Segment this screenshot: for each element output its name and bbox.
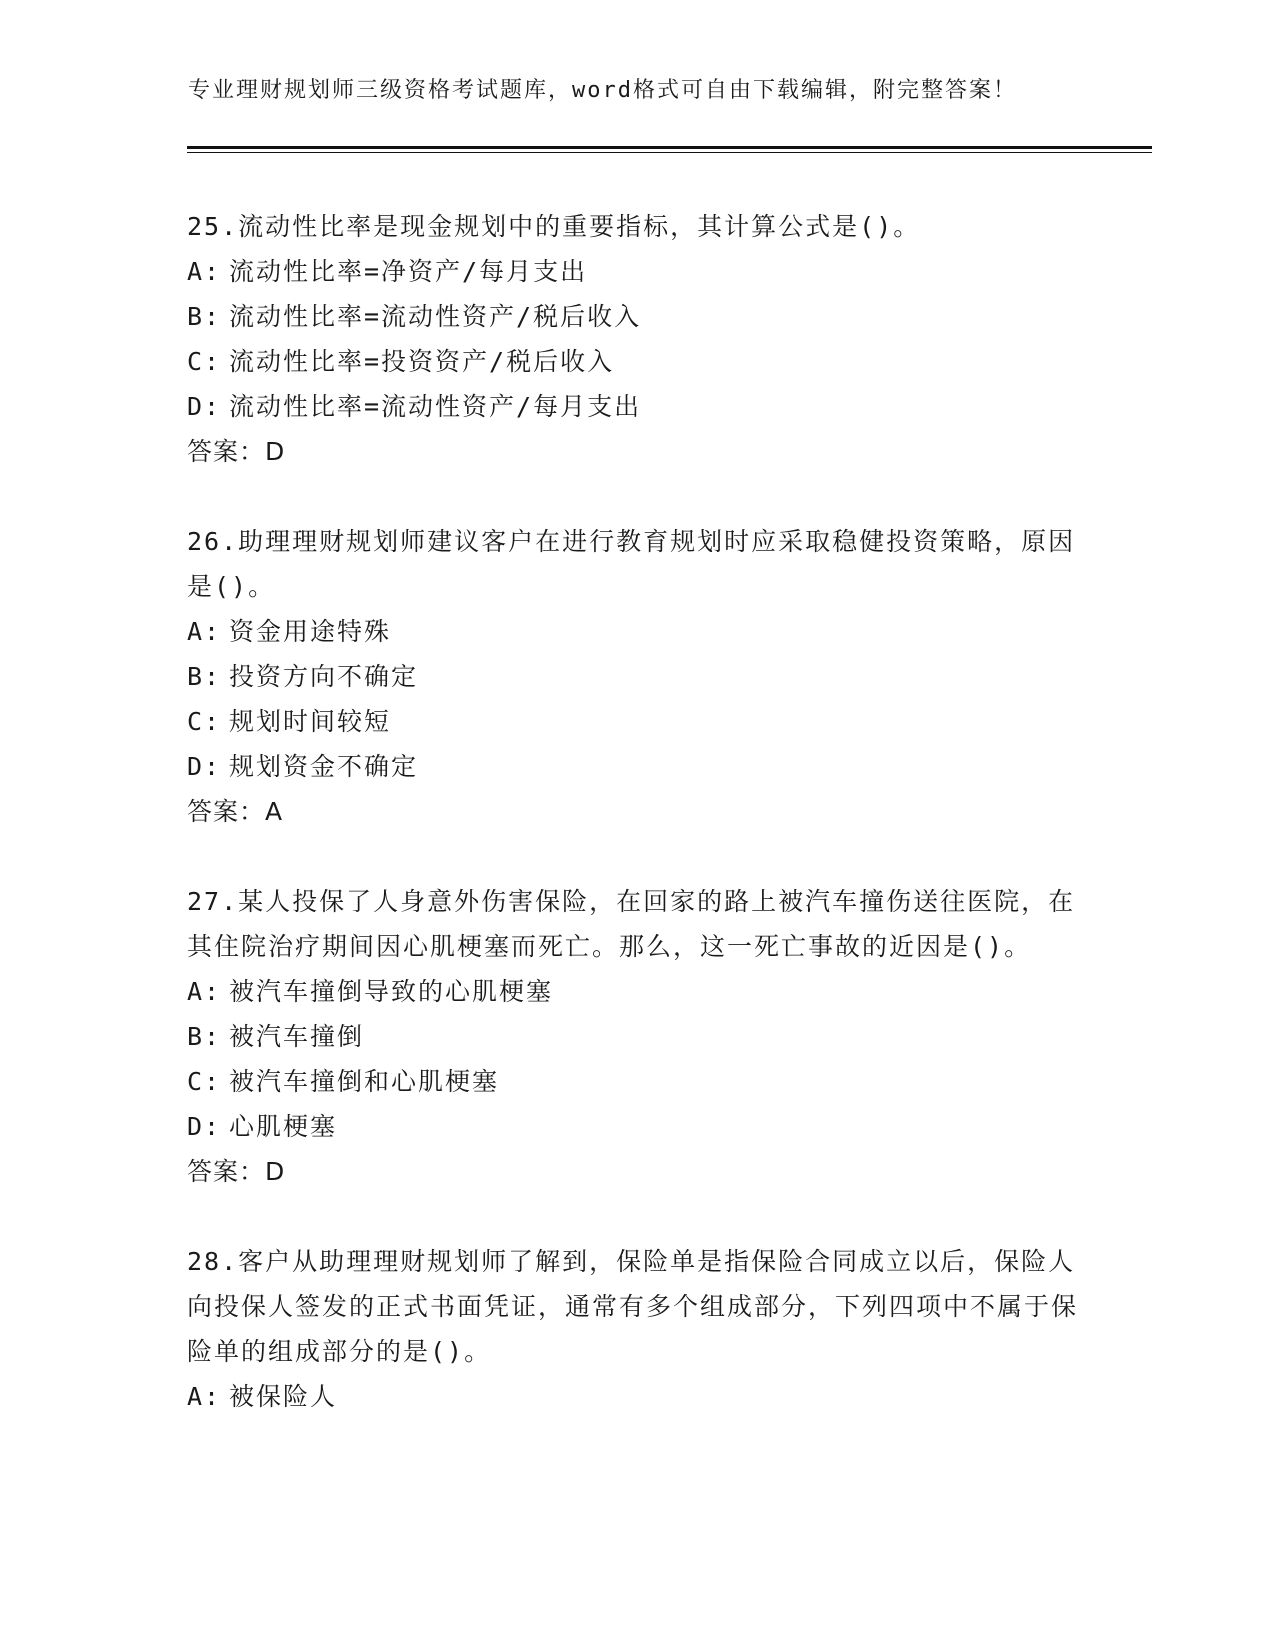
option-letter: A: — [187, 617, 222, 646]
header-rule-thick — [187, 146, 1152, 149]
answer-line: 答案：A — [187, 797, 284, 826]
option-letter: D: — [187, 752, 222, 781]
option-letter: A: — [187, 1382, 222, 1411]
option-d — [187, 384, 1087, 429]
option-text: 心肌梗塞 — [229, 1112, 338, 1141]
option-letter: B: — [187, 302, 222, 331]
question-stem: 26.助理理财规划师建议客户在进行教育规划时应采取稳健投资策略，原因是()。 — [187, 527, 1076, 601]
option-text: 规划资金不确定 — [229, 752, 419, 781]
option-letter: B: — [187, 662, 222, 691]
option-text: 流动性比率=流动性资产/每月支出 — [229, 392, 642, 421]
page-header: 专业理财规划师三级资格考试题库，word格式可自由下载编辑，附完整答案！ — [188, 78, 1017, 103]
option-text: 规划时间较短 — [229, 707, 392, 736]
option-letter: C: — [187, 347, 222, 376]
option-letter: A: — [187, 257, 222, 286]
option-letter: C: — [187, 1067, 222, 1096]
option-a — [187, 609, 1087, 654]
option-a — [187, 1374, 1087, 1419]
option-a — [187, 249, 1087, 294]
question-25 — [187, 204, 1087, 474]
option-letter: A: — [187, 977, 222, 1006]
option-b — [187, 1014, 1087, 1059]
option-letter: B: — [187, 1022, 222, 1051]
option-text: 被保险人 — [229, 1382, 338, 1411]
option-d — [187, 1104, 1087, 1149]
option-c — [187, 699, 1087, 744]
option-text: 流动性比率=流动性资产/税后收入 — [229, 302, 642, 331]
option-text: 被汽车撞倒和心肌梗塞 — [229, 1067, 500, 1096]
option-b — [187, 294, 1087, 339]
option-c — [187, 1059, 1087, 1104]
question-26 — [187, 519, 1087, 834]
option-a — [187, 969, 1087, 1014]
option-letter: D: — [187, 1112, 222, 1141]
option-text: 流动性比率=净资产/每月支出 — [229, 257, 588, 286]
option-text: 投资方向不确定 — [229, 662, 419, 691]
option-d — [187, 744, 1087, 789]
option-letter: C: — [187, 707, 222, 736]
question-28 — [187, 1239, 1087, 1419]
question-stem: 28.客户从助理理财规划师了解到，保险单是指保险合同成立以后，保险人向投保人签发的正式书面凭证，通常有多个组成部分，下列四项中不属于保险单的组成部分的是()。 — [187, 1247, 1079, 1366]
option-text: 被汽车撞倒 — [229, 1022, 365, 1051]
option-text: 流动性比率=投资资产/税后收入 — [229, 347, 615, 376]
question-list — [187, 204, 1087, 1464]
option-text: 资金用途特殊 — [229, 617, 392, 646]
option-letter: D: — [187, 392, 222, 421]
answer-line: 答案：D — [187, 437, 286, 466]
option-text: 被汽车撞倒导致的心肌梗塞 — [229, 977, 554, 1006]
option-b — [187, 654, 1087, 699]
header-rule-thin — [187, 152, 1152, 153]
question-stem: 27.某人投保了人身意外伤害保险，在回家的路上被汽车撞伤送往医院，在其住院治疗期间因心肌梗塞而死亡。那么，这一死亡事故的近因是()。 — [187, 887, 1076, 961]
question-stem: 25.流动性比率是现金规划中的重要指标，其计算公式是()。 — [187, 212, 921, 241]
option-c — [187, 339, 1087, 384]
question-27 — [187, 879, 1087, 1194]
answer-line: 答案：D — [187, 1157, 286, 1186]
